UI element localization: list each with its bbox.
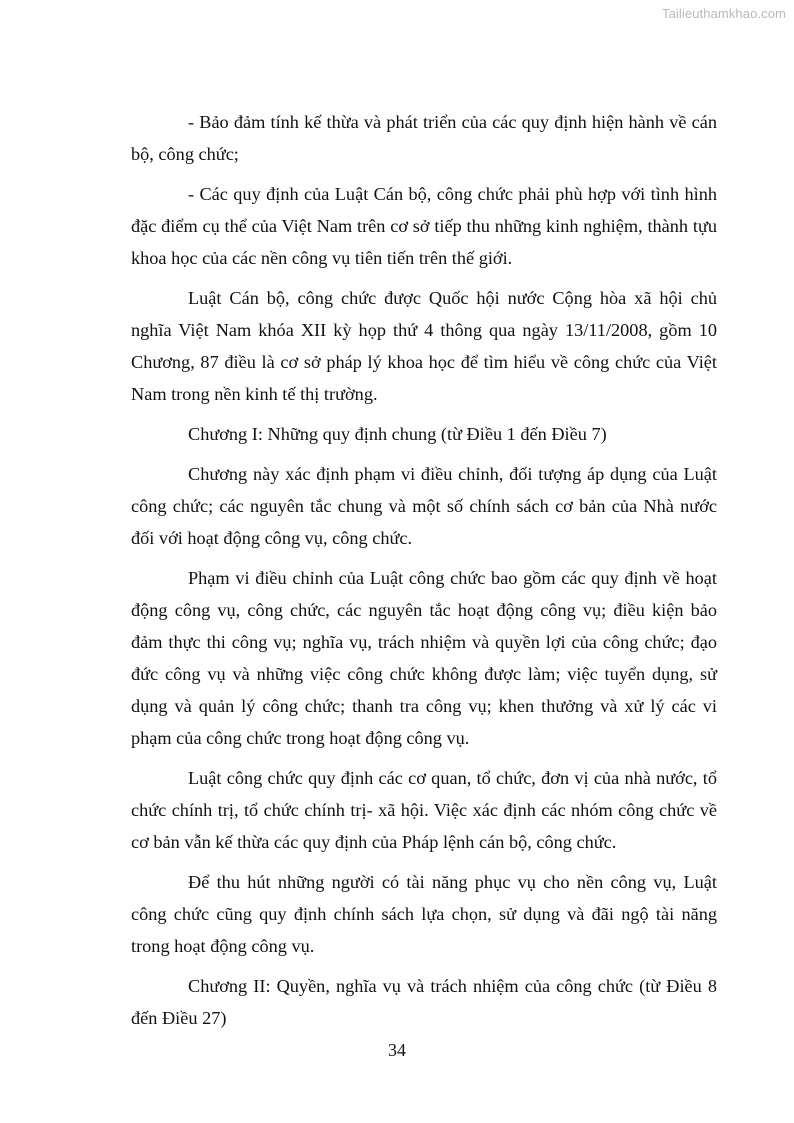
chapter-1-heading: Chương I: Những quy định chung (từ Điều 1 đến Điều 7): [188, 424, 607, 444]
paragraph-agencies: Luật công chức quy định các cơ quan, tổ chức, đơn vị của nhà nước, tổ chức chính trị, tổ chức chính trị- xã hội. Việc xác định các nhóm công chức về cơ bản vẫn kế thừa các quy định của Pháp lệnh cán bộ, công chức.: [131, 768, 717, 852]
paragraph-suitability-principle: - Các quy định của Luật Cán bộ, công chức phải phù hợp với tình hình đặc điểm cụ thể của Việt Nam trên cơ sở tiếp thu những kinh nghiệm, thành tựu khoa học của các nền công vụ tiên tiến trên thế giới.: [131, 184, 717, 268]
paragraph-chapter-1-scope: Chương này xác định phạm vi điều chỉnh, đối tượng áp dụng của Luật công chức; các nguyên tắc chung và một số chính sách cơ bản của Nhà nước đối với hoạt động công vụ, công chức.: [131, 464, 717, 548]
paragraph-inheritance-principle: - Bảo đảm tính kế thừa và phát triển của các quy định hiện hành về cán bộ, công chức;: [131, 112, 717, 164]
page-number: 34: [388, 1040, 406, 1060]
paragraph-law-adoption: Luật Cán bộ, công chức được Quốc hội nước Cộng hòa xã hội chủ nghĩa Việt Nam khóa XII kỳ họp thứ 4 thông qua ngày 13/11/2008, gồm 10 Chương, 87 điều là cơ sở pháp lý khoa học để tìm hiểu về công chức của Việt Nam trong nền kinh tế thị trường.: [131, 288, 717, 404]
document-body: [131, 106, 717, 1042]
paragraph-talent-policy: Để thu hút những người có tài năng phục vụ cho nền công vụ, Luật công chức cũng quy định chính sách lựa chọn, sử dụng và đãi ngộ tài năng trong hoạt động công vụ.: [131, 872, 717, 956]
chapter-2-heading: Chương II: Quyền, nghĩa vụ và trách nhiệm của công chức (từ Điều 8 đến Điều 27): [131, 976, 717, 1028]
watermark: Tailieuthamkhao.com: [661, 6, 786, 21]
paragraph-regulation-scope: Phạm vi điều chỉnh của Luật công chức bao gồm các quy định về hoạt động công vụ, công chức, các nguyên tắc hoạt động công vụ; điều kiện bảo đảm thực thi công vụ; nghĩa vụ, trách nhiệm và quyền lợi của công chức; đạo đức công vụ và những việc công chức không được làm; việc tuyển dụng, sử dụng và quản lý công chức; thanh tra công vụ; khen thưởng và xử lý các vi phạm của công chức trong hoạt động công vụ.: [131, 568, 717, 748]
